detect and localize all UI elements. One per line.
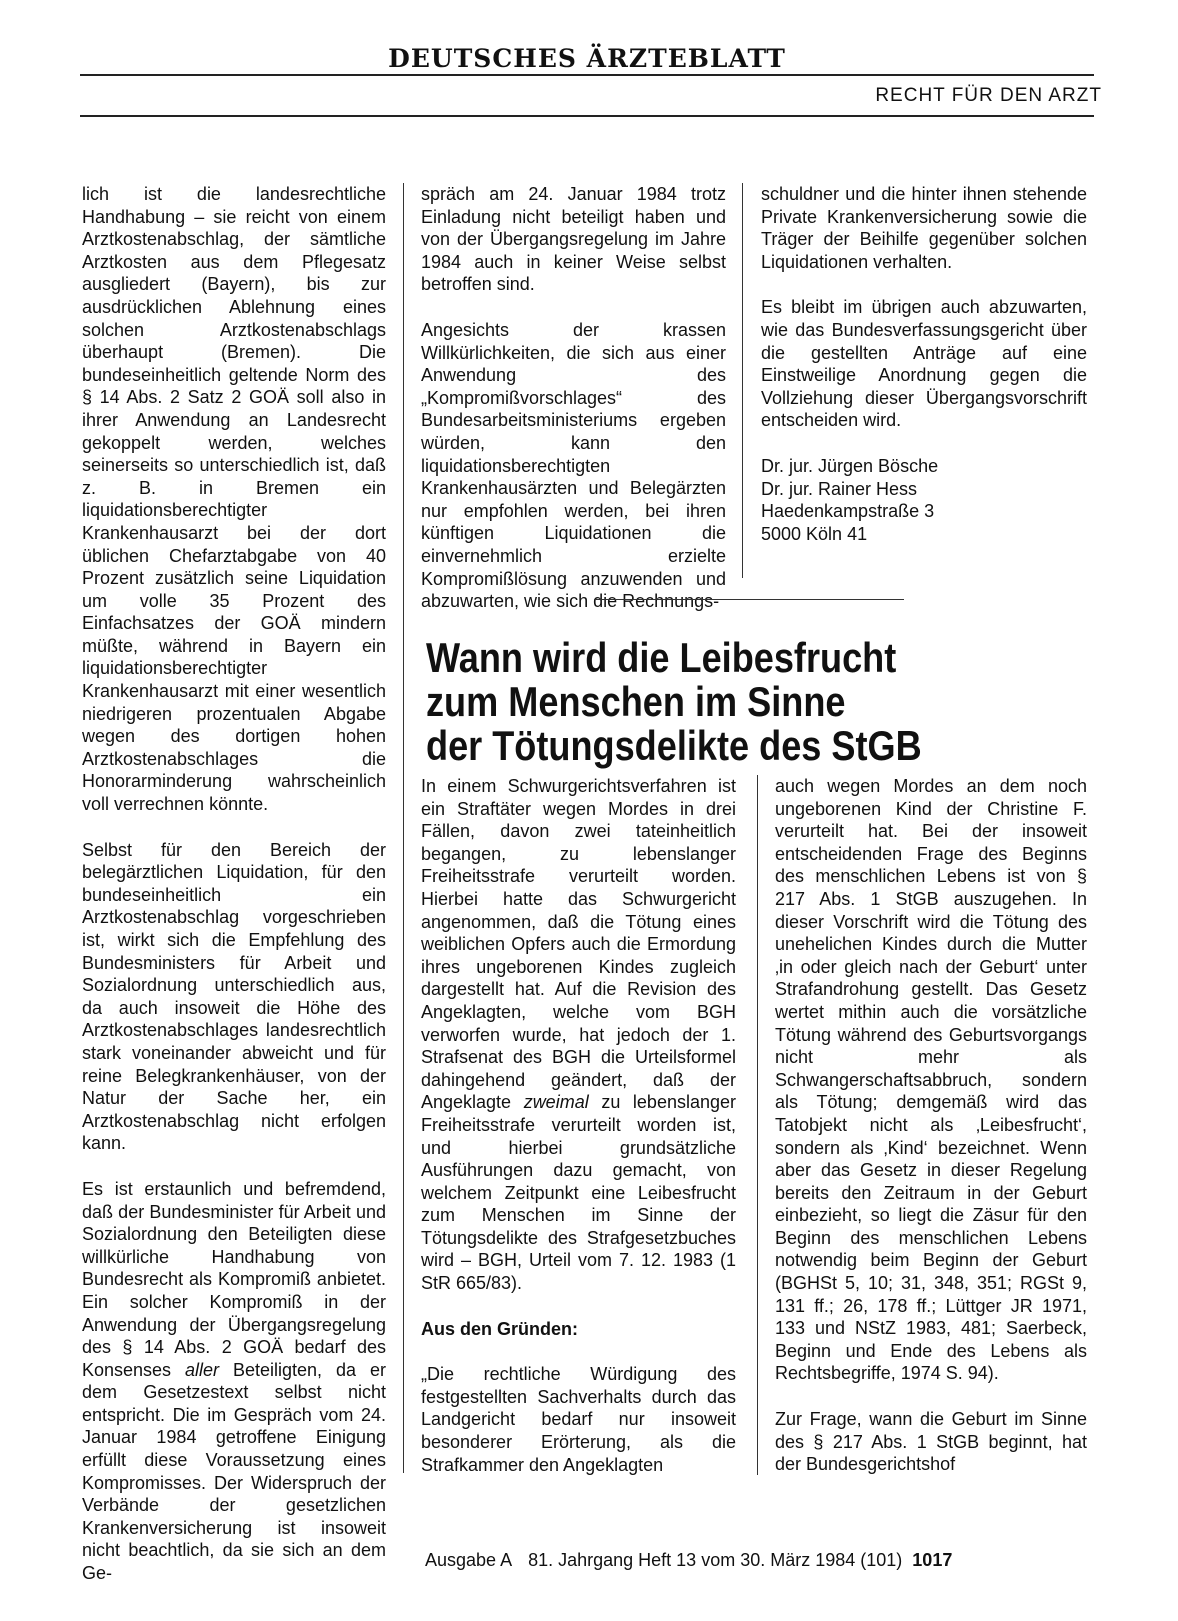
article-headline <box>426 636 1019 768</box>
article-subhead: Aus den Gründen: <box>421 1318 578 1339</box>
masthead-title: DEUTSCHES ÄRZTEBLATT <box>388 44 786 73</box>
footer-issue: 81. Jahrgang Heft 13 vom 30. März 1984 (101) <box>528 1550 903 1570</box>
column-divider-3 <box>757 775 758 1475</box>
article-quote-paragraph: „Die rechtliche Würdigung des festgestellten Sachverhalts durch das Landgericht bedarf nur insoweit besonderer Erörterung, als die Strafkammer den Angeklagten <box>421 1364 736 1475</box>
article-intro-paragraph: In einem Schwurgerichtsverfahren ist ein Straftäter wegen Mordes in drei Fällen, davon zwei tateinheitlich begangen, zu lebenslanger Freiheitsstrafe verurteilt worden. Hierbei hatte das Schwurgericht angenommen, daß die Tötung eines weiblichen Opfers auch die Ermordung ihres ungeborenen Kindes zugleich dargestellt hat. Auf die Revision des Angeklagten, welche vom BGH verworfen wurde, hat jedoch der 1. Strafsenat des BGH die Urteilsformel dahingehend geändert, daß der Angeklagte zweimal zu lebenslanger Freiheitsstrafe verurteilt worden ist, und hierbei grundsätzliche Ausführungen dazu gemacht, von welchem Zeitpunkt eine Leibesfrucht zum Menschen im Sinne der Tötungsdelikte des Strafgesetzbuches wird – BGH, Urteil vom 7. 12. 1983 (1 StR 665/83). <box>421 776 736 1294</box>
author-2: Dr. jur. Rainer Hess <box>761 478 918 499</box>
article-body-paragraph-1: auch wegen Mordes an dem noch ungeborenen Kind der Christine F. verurteilt hat. Bei der insoweit entscheidenden Frage des Beginns des menschlichen Lebens ist von § 217 Abs. 1 StGB auszugehen. In dieser Vorschrift wird die Tötung des unehelichen Kindes durch die Mutter ‚in oder gleich nach der Geburt‘ unter Strafandrohung gestellt. Das Gesetz wertet mithin auch die vorsätzliche Tötung während des Geburtsvorgangs nicht mehr als Schwangerschaftsabbruch, sondern als Tötung; demgemäß wird das Tatobjekt nicht als ‚Leibesfrucht‘, sondern als ‚Kind‘ bezeichnet. Wenn aber das Gesetz in dieser Regelung bereits den Zeitraum in der Geburt einbezieht, so liegt die Zäsur für den Beginn des menschlichen Lebens notwendig beim Beginn der Geburt (BGHSt 5, 10; 31, 348, 351; RGSt 9, 131 ff.; 26, 178 ff.; Lüttger JR 1971, 133 und NStZ 1983, 481; Saerbeck, Beginn und Ende des Lebens als Rechtsbegriffe, 1974 S. 94). <box>775 776 1087 1384</box>
col2-paragraph-2: Angesichts der krassen Willkürlichkeiten, die sich aus einer Anwendung des „Kompromißvorschlages“ des Bundesarbeitsministeriums ergeben würden, kann den liquidationsberechtigten Krankenhausärzten und Belegärzten nur empfohlen werden, bei ihren künftigen Liquidationen die einvernehmlich erzielte Kompromißlösung anzuwenden und abzuwarten, wie sich die Rechnungs- <box>421 319 726 612</box>
section-rule <box>80 115 1094 117</box>
col3-paragraph-2: Es bleibt im übrigen auch abzuwarten, wie das Bundesverfassungsgericht über die gestellten Anträge auf eine Einstweilige Anordnung gegen die Vollziehung dieser Übergangsvorschrift entscheiden wird. <box>761 297 1087 431</box>
column-3-upper <box>761 183 1087 545</box>
column-1 <box>82 183 386 1585</box>
article-column-2 <box>775 775 1087 1476</box>
headline-line-3: der Tötungsdelikte des StGB <box>426 722 922 769</box>
article-column-1 <box>421 775 736 1476</box>
column-divider-2 <box>742 183 743 578</box>
author-1: Dr. jur. Jürgen Bösche <box>761 455 939 476</box>
col1-paragraph-2: Selbst für den Bereich der belegärztlichen Liquidation, für den bundeseinheitlich ein Arztkostenabschlag vorgeschrieben ist, wirkt sich die Empfehlung des Bundesministers für Arbeit und Sozialordnung unterschiedlich aus, da auch insoweit die Höhe des Arztkostenabschlages landesrechtlich stark voneinander abweicht und für reine Belegkrankenhäuser, von der Natur der Sache her, ein Arztkostenabschlag nicht erfolgen kann. <box>82 839 386 1154</box>
emphasis-zweimal: zweimal <box>523 1092 589 1113</box>
author-street: Haedenkampstraße 3 <box>761 501 935 522</box>
emphasis-aller: aller <box>185 1359 220 1380</box>
article-body-paragraph-2: Zur Frage, wann die Geburt im Sinne des § 217 Abs. 1 StGB beginnt, hat der Bundesgerichtshof <box>775 1409 1087 1475</box>
headline-line-1: Wann wird die Leibesfrucht <box>426 634 897 681</box>
author-signature <box>761 455 1087 545</box>
col2-paragraph-1: spräch am 24. Januar 1984 trotz Einladung nicht beteiligt haben und von der Übergangsregelung im Jahre 1984 auch in keiner Weise selbst betroffen sind. <box>421 184 726 295</box>
article-separator <box>594 599 904 600</box>
column-2-upper <box>421 183 726 613</box>
author-city: 5000 Köln 41 <box>761 523 868 544</box>
col1-paragraph-3: Es ist erstaunlich und befremdend, daß der Bundesminister für Arbeit und Sozialordnung den Beteiligten diese willkürliche Handhabung von Bundesrecht als Kompromiß anbietet. Ein solcher Kompromiß in der Anwendung der Übergangsregelung des § 14 Abs. 2 GOÄ bedarf des Konsenses aller Beteiligten, da er dem Gesetzestext selbst nicht entspricht. Die im Gespräch vom 24. Januar 1984 getroffene Einigung erfüllt diese Voraussetzung eines Kompromisses. Der Widerspruch der Verbände der gesetzlichen Krankenversicherung ist insoweit nicht beachtlich, da sie sich an dem Ge- <box>82 1178 386 1584</box>
col1-paragraph-1: lich ist die landesrechtliche Handhabung – sie reicht von einem Arztkostenabschlag, der sämtliche Arztkosten aus dem Pflegesatz ausgliedert (Bayern), bis zur ausdrücklichen Ablehnung eines solchen Arztkostenabschlags überhaupt (Bremen). Die bundeseinheitlich geltende Norm des § 14 Abs. 2 Satz 2 GOÄ soll also in ihrer Anwendung an Landesrecht gekoppelt werden, welches seinerseits so unterschiedlich ist, daß z. B. in Bremen ein liquidationsberechtigter Krankenhausarzt bei der dort üblichen Chefarztabgabe von 40 Prozent zusätzlich seine Liquidation um volle 35 Prozent des Einfachsatzes der GOÄ mindern müßte, während in Bayern ein liquidationsberechtigter Krankenhausarzt mit einer wesentlich niedrigeren prozentualen Abgabe wegen des dortigen hohen Arztkostenabschlages die Honorarminderung wahrscheinlich voll verrechnen könnte. <box>82 184 386 815</box>
section-label: RECHT FÜR DEN ARZT <box>875 85 1102 106</box>
masthead-rule <box>80 74 1094 76</box>
col3-paragraph-1: schuldner und die hinter ihnen stehende Private Krankenversicherung sowie die Träger der Beihilfe gegenüber solchen Liquidationen verhalten. <box>761 184 1087 272</box>
page-number: 1017 <box>912 1550 953 1570</box>
headline-line-2: zum Menschen im Sinne <box>426 678 846 725</box>
page-footer <box>425 1550 952 1571</box>
footer-edition: Ausgabe A <box>425 1550 513 1570</box>
column-divider-1 <box>403 183 404 1473</box>
